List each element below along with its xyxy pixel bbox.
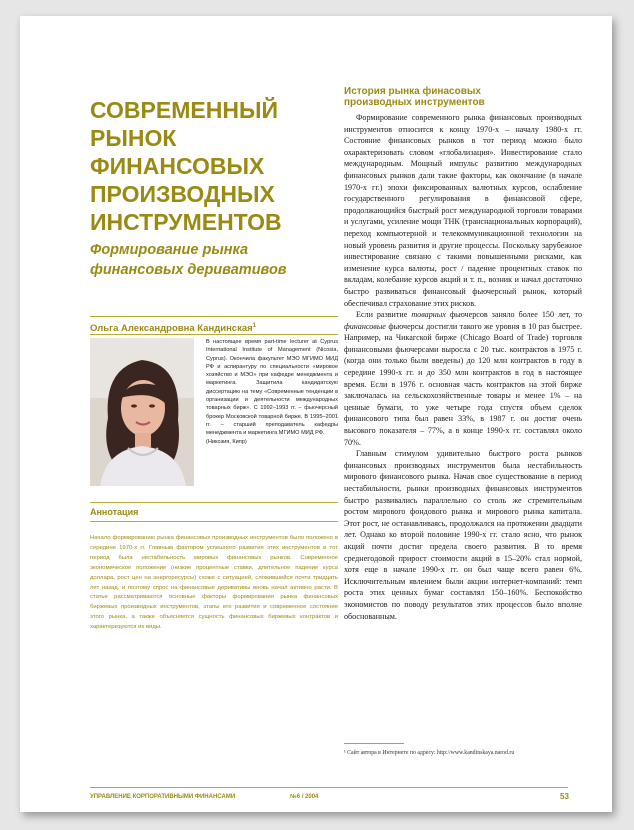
author-bio [206,338,338,446]
author-name [90,323,256,334]
emphasis-text: финансовые [344,321,386,331]
body-paragraph: Главным стимулом удивительно быстрого роста рынков финансовых производных инструментов была нестабильность мирового финансового рынка. Начав свое существование в период нестабильности, рынки производных финансовых инструментов быстро развивались параллельно со столь же стремительным ростом мирового фондового рынка и мирового рынка капитала. Этот рост, не останавливаясь, продолжался на протяжении двадцати лет. Однако ко второй половине 1990-х гг. стало ясно, что рынок акций почти достиг предела своего развития. В то время среднегодовой прирост стоимости акций в 15–20% стал нормой, хотя еще в начале 1990-х гг. он был чаще всего равен 6%. Исключительным явлением были акции интернет-компаний: темп роста этих ценных бумаг составлял 150–160%. Беспокойство экономистов по поводу результатов этих процессов было вполне обоснованным. [344,449,582,621]
abstract-top-rule [90,502,338,503]
author-bio-text: В настоящее время part-time lecturer at Cyprus International Institute of Management (Nicosia, Cyprus). Окончила факультет МЭО МГИМО МИД РФ и аспирантуру по специальности «мировое хозяйство и МЭО» при кафедре менеджмента и маркетинга. Защитила кандидатскую диссертацию на тему «Современные тенденции в организации и деятельности международных товарных бирж». С 1992–1993 гг. – фьючерсный брокер Московской товарной бирже. В 1995–2001 гг. – старший преподаватель кафедры менеджмента и маркетинга МГИМО МИД РФ. [206,339,338,437]
article-subtitle [90,240,330,280]
emphasis-text: товарных [411,310,446,320]
footnote-rule [344,743,404,744]
abstract-heading: Аннотация [90,507,139,517]
body-text: фьючерсы достигли такого же уровня в 10 раз быстрее. Например, на Чикагской бирже (Chicago Board of Trade) торговля финансовыми фьючерсами выросла с 20 тыс. контрактов в 1975 г. (когда они только были введены) до 120 млн контрактов в году в середине 1990-х гг. и до 350 млн контрактов в год в настоящее время. Если в 1976 г. основная часть контрактов на этой бирже заключалась на сельскохозяйственные товары и менее 1% – на ценные бумаги, то уже четыре года спустя объем сделок финансового типа был равен 33%, в 1987 г. он достиг очень высокого показателя – 77%, а в конце 1990-х гг. составлял около 70%. [344,321,582,447]
subtitle-line: Формирование рынка [90,242,249,258]
journal-page [20,16,612,812]
title-line: ИНСТРУМЕНТОВ [90,209,282,235]
title-line: СОВРЕМЕННЫЙ [90,97,278,123]
title-line: РЫНОК [90,125,177,151]
issue-number: №6 / 2004 [290,794,319,800]
title-line: ПРОИЗВОДНЫХ [90,181,275,207]
section-heading-line: История рынка финасовых [344,86,481,97]
footer-rule [90,787,568,788]
abstract-bottom-rule [90,521,338,522]
body-paragraph [344,309,582,448]
article-title [90,96,330,236]
body-text: фьючерсов заняло более 150 лет, то [445,310,583,320]
journal-name: УПРАВЛЕНИЕ КОРПОРАТИВНЫМИ ФИНАНСАМИ [90,794,236,800]
author-footnote-mark: 1 [252,323,257,329]
author-bottom-rule [90,334,338,335]
author-photo [90,338,194,486]
body-paragraph: Формирование современного рынка финансовых производных инструментов относится к концу 1970-х – началу 1980-х гг. Состояние финансовых рынков в тот период можно было охарактеризовать словом «глобализация». Инвестирование стало международным. Мощный импульс развитию международных финансовых рынков дали такие факторы, как окончание (в начале 1970-х гг.) эпохи фиксированных валютных курсов, ослабление государственного регулирования в финансовой сфере, продолжающийся быстрый рост международной торговли товарами и услугами, усиление мощи ТНК (транснациональных корпораций), переход компьютерной и телекоммуникационной технологии на новый уровень развития и другие процессы. Поскольку зарубежное инвестирование связано с такими повышенными рисками, как изменение курса валюты, рост / падение процентных ставок по вкладам, колебание курсов акций и т. п., возник и начал достаточно быстро развиваться финансовый фьючерсный рынок, который обеспечивал страхование этих рисков. [344,113,582,308]
article-body [344,112,582,622]
author-location: (Никозия, Кипр) [206,438,247,445]
title-line: ФИНАНСОВЫХ [90,153,265,179]
section-heading [344,86,584,108]
body-text: Если развитие [356,310,412,320]
section-heading-line: производных инструментов [344,97,485,108]
footnote: ¹ Сайт автора в Интернете по адресу: http://www.kandinskaya.narod.ru [344,750,515,756]
abstract-text: Начало формированию рынка финансовых производных инструментов было положено в середине 1970-х гг. Главным фактором успешного развития этих инструментов в тот период была нестабильность мировых финансовых рынков. Современное экономическое положение (низкие процентные ставки, длительное падение курса доллара, рост цен на энергоресурсы) схоже с ситуацией, сложившейся почти тридцать лет назад, и поэтому спрос на финансовые деривативы вновь начал активно расти. В статье рассматриваются основные факторы формирования рынка финансовых биржевых производных инструментов, этапы его развития и современное состояние этого рынка, а также объясняется сущность финансовых биржевых контрактов и характеризуются их виды. [90,535,338,631]
author-top-rule [90,316,338,317]
page-number: 53 [560,792,569,801]
author-name-text: Ольга Александровна Кандинская [90,323,253,335]
author-portrait-illustration [90,338,194,486]
subtitle-line: финансовых деривативов [90,262,287,278]
